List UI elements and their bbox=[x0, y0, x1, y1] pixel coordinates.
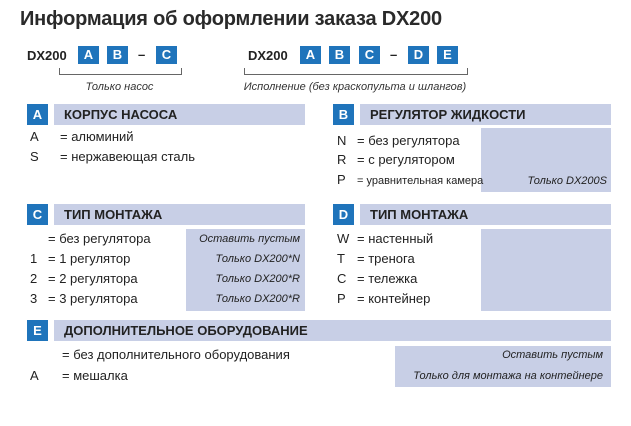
section-d-shade bbox=[481, 229, 611, 311]
caption-right: Исполнение (без краскопульта и шлангов) bbox=[243, 81, 467, 93]
code-dash-left: – bbox=[138, 47, 146, 62]
section-c-note: Только DX200*N bbox=[215, 253, 300, 265]
section-d-desc: = настенный bbox=[357, 231, 434, 246]
section-b-desc: = без регулятора bbox=[357, 133, 460, 148]
section-c-letter: C bbox=[27, 204, 48, 225]
section-c-note: Только DX200*R bbox=[215, 293, 300, 305]
section-a-code: S bbox=[30, 149, 39, 164]
section-d-desc: = тележка bbox=[357, 271, 418, 286]
code-block-c-right: C bbox=[359, 46, 380, 64]
section-a-desc: = алюминий bbox=[60, 129, 134, 144]
section-e-note: Только для монтажа на контейнере bbox=[413, 370, 603, 382]
section-e-note: Оставить пустым bbox=[502, 349, 603, 361]
section-e-desc: = без дополнительного оборудования bbox=[62, 347, 290, 362]
section-b-code: R bbox=[337, 152, 347, 167]
section-d-desc: = тренога bbox=[357, 251, 415, 266]
bracket-left bbox=[59, 68, 182, 75]
section-b-title: РЕГУЛЯТОР ЖИДКОСТИ bbox=[360, 104, 611, 125]
section-c-code: 3 bbox=[30, 291, 38, 306]
section-c-note: Оставить пустым bbox=[199, 233, 300, 245]
section-a-letter: A bbox=[27, 104, 48, 125]
code-block-b-left: B bbox=[107, 46, 128, 64]
section-d-title: ТИП МОНТАЖА bbox=[360, 204, 611, 225]
bracket-right bbox=[244, 68, 468, 75]
code-block-a-left: A bbox=[78, 46, 99, 64]
section-e-title: ДОПОЛНИТЕЛЬНОЕ ОБОРУДОВАНИЕ bbox=[54, 320, 611, 341]
code-dash-right: – bbox=[390, 47, 398, 62]
section-c-desc: = 3 регулятора bbox=[48, 291, 138, 306]
code-block-a-right: A bbox=[300, 46, 321, 64]
section-e-letter: E bbox=[27, 320, 48, 341]
code-prefix-left: DX200 bbox=[27, 48, 67, 63]
section-a-title: КОРПУС НАСОСА bbox=[54, 104, 305, 125]
section-c-desc: = без регулятора bbox=[48, 231, 151, 246]
code-block-b-right: B bbox=[329, 46, 350, 64]
code-block-e-right: E bbox=[437, 46, 458, 64]
section-d-code: P bbox=[337, 291, 346, 306]
section-d-code: W bbox=[337, 231, 350, 246]
section-b-code: P bbox=[337, 172, 346, 187]
section-d-code: C bbox=[337, 271, 347, 286]
section-d-code: T bbox=[337, 251, 345, 266]
code-block-d-right: D bbox=[408, 46, 429, 64]
section-b-letter: B bbox=[333, 104, 354, 125]
section-b-note: Только DX200S bbox=[527, 175, 607, 187]
code-prefix-right: DX200 bbox=[248, 48, 288, 63]
section-c-code: 2 bbox=[30, 271, 38, 286]
section-c-note: Только DX200*R bbox=[215, 273, 300, 285]
code-block-c-left: C bbox=[156, 46, 177, 64]
section-a-desc: = нержавеющая сталь bbox=[60, 149, 195, 164]
section-c-code: 1 bbox=[30, 251, 38, 266]
section-d-letter: D bbox=[333, 204, 354, 225]
section-d-desc: = контейнер bbox=[357, 291, 431, 306]
section-a-code: A bbox=[30, 129, 39, 144]
section-e-desc: = мешалка bbox=[62, 368, 128, 383]
section-c-desc: = 1 регулятор bbox=[48, 251, 131, 266]
caption-left: Только насос bbox=[85, 81, 154, 93]
section-b-desc: = с регулятором bbox=[357, 152, 455, 167]
section-c-title: ТИП МОНТАЖА bbox=[54, 204, 305, 225]
section-c-desc: = 2 регулятора bbox=[48, 271, 138, 286]
section-e-code: A bbox=[30, 368, 39, 383]
page-title: Информация об оформлении заказа DX200 bbox=[20, 8, 442, 30]
section-b-desc: = уравнительная камера bbox=[357, 175, 484, 187]
section-b-code: N bbox=[337, 133, 347, 148]
